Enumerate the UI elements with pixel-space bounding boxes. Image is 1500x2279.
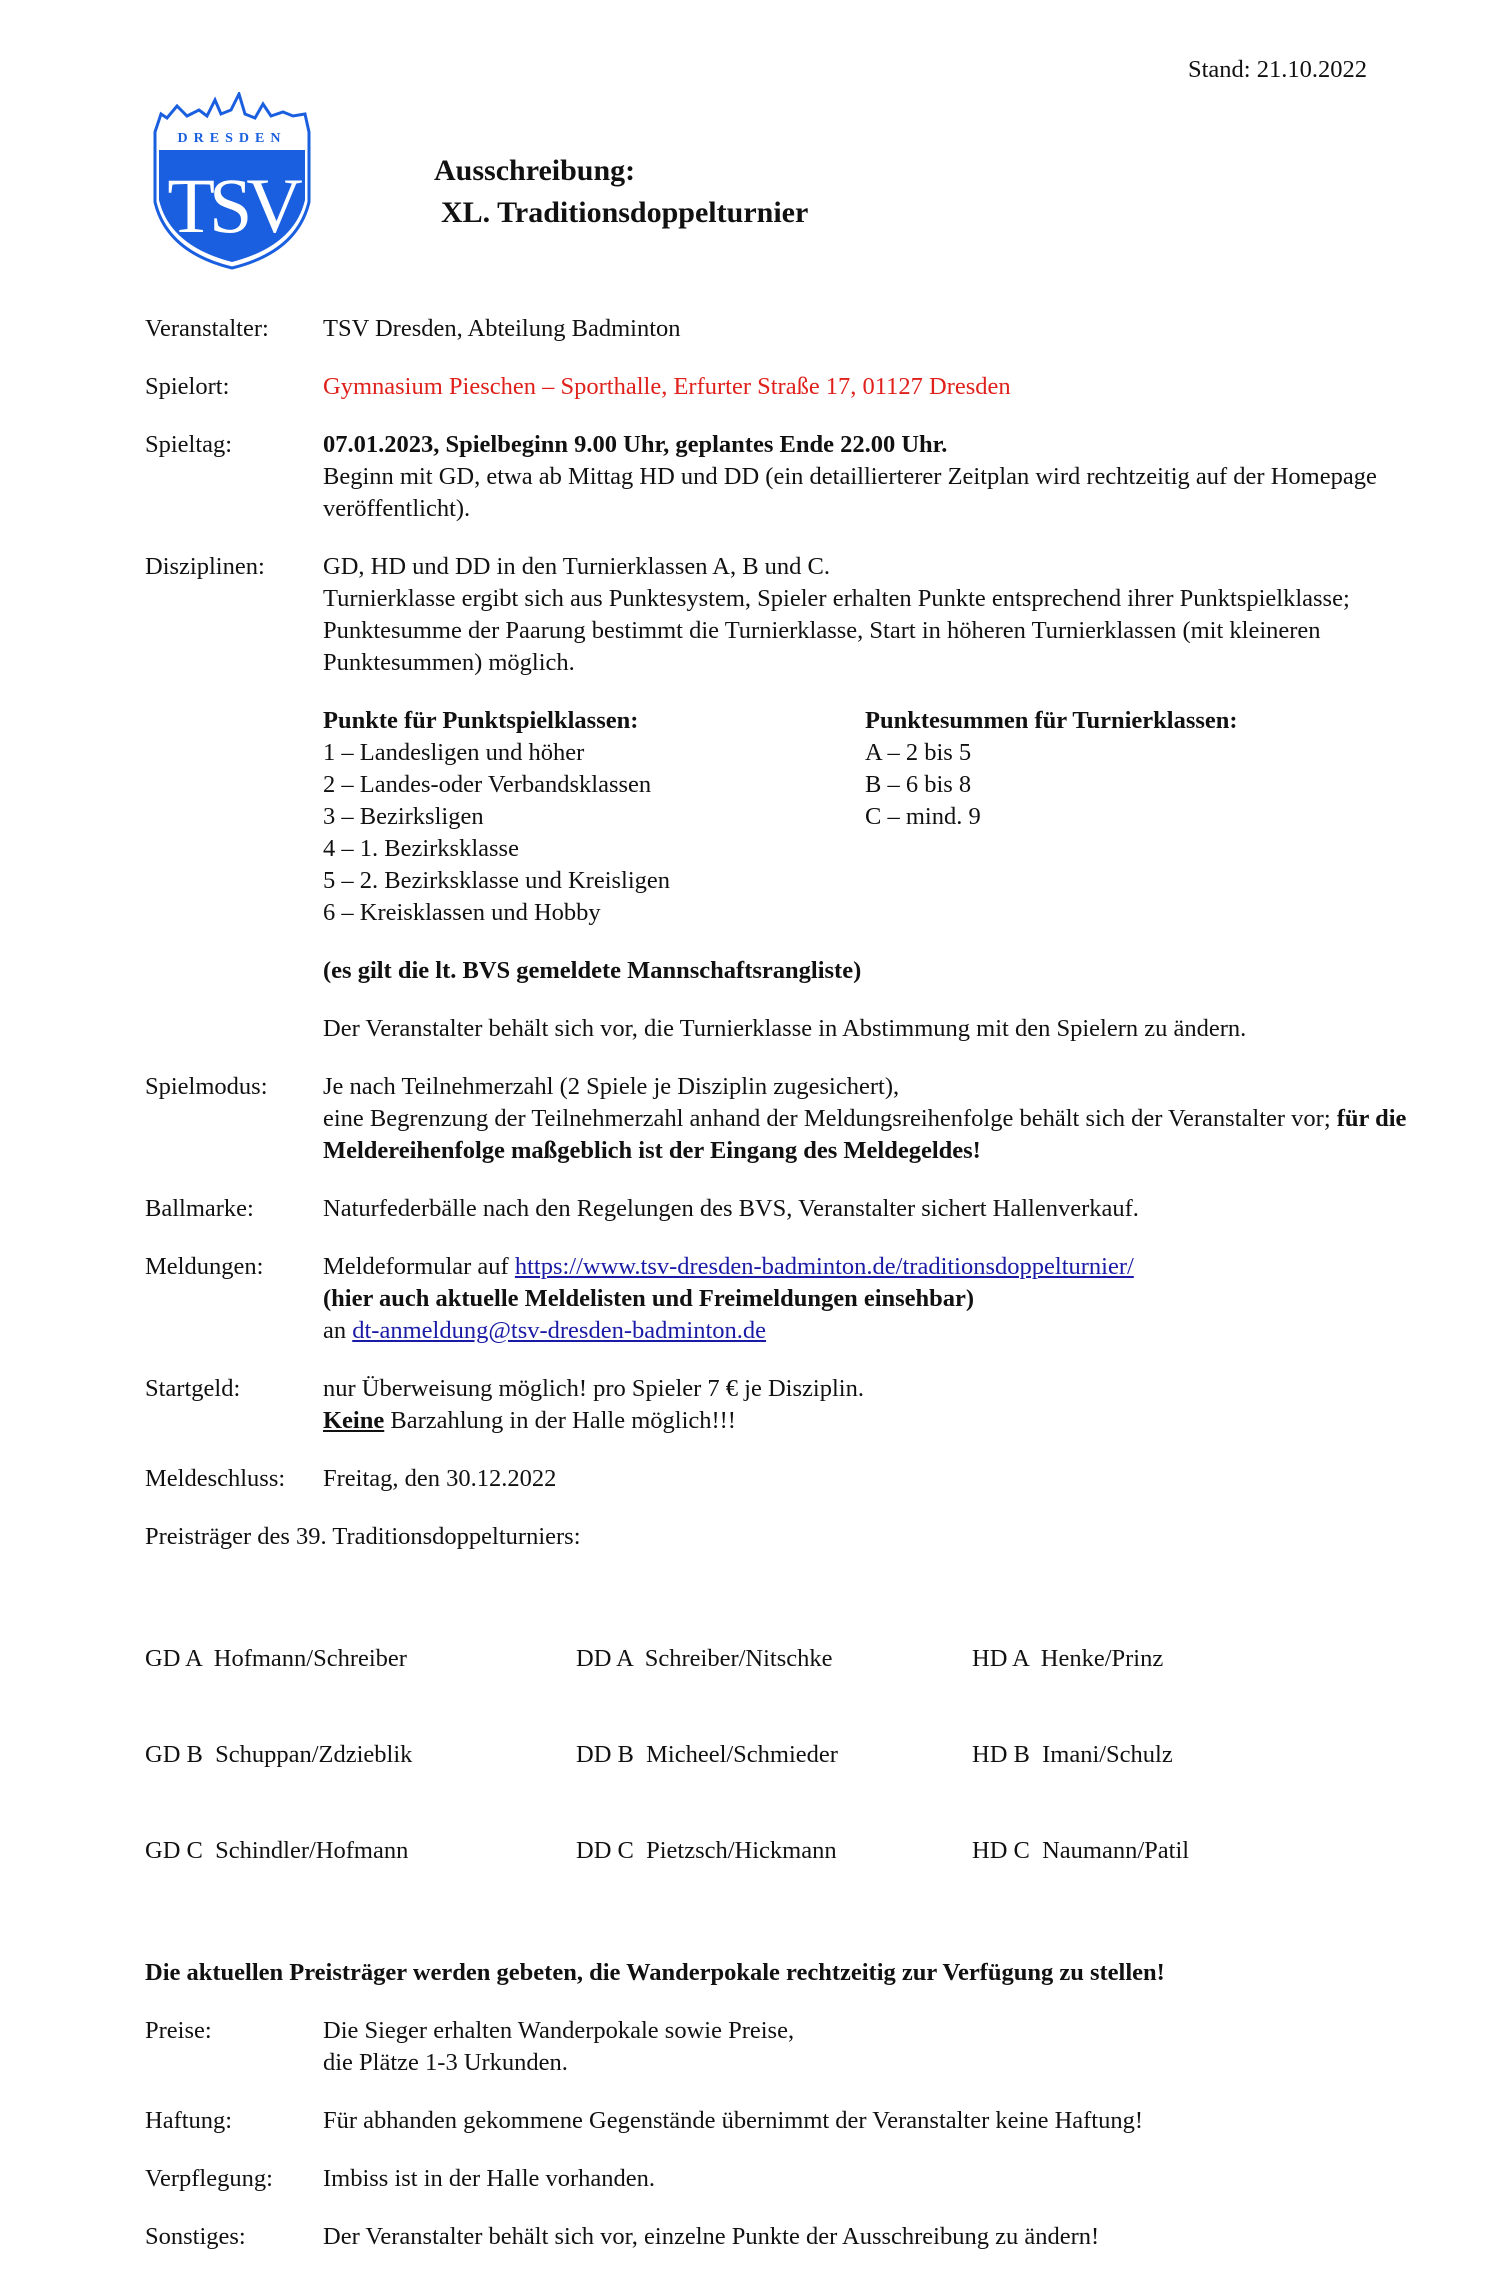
disziplinen-value (323, 551, 1413, 679)
preise-line2: die Plätze 1-3 Urkunden. (323, 2049, 568, 2076)
registration-email-link[interactable]: dt-anmeldung@tsv-dresden-badminton.de (352, 1317, 767, 1344)
spielmodus-bold: für die Meldereihenfolge maßgeblich ist der Eingang des Meldegeldes! (323, 1105, 1407, 1164)
sonstiges-row (145, 2221, 1435, 2253)
punkte-item: 3 – Bezirksligen (323, 803, 484, 830)
ballmarke-label: Ballmarke: (145, 1195, 254, 1222)
haftung-value: Für abhanden gekommene Gegenstände übernimmt der Veranstalter keine Haftung! (323, 2107, 1144, 2134)
disziplinen-text: Turnierklasse ergibt sich aus Punktesystem, Spieler erhalten Punkte entsprechend ihrer Punktspielklasse; Punktesumme der Paarung bestimmt die Turnierklasse, Start in höheren Turnierklassen (mit kleineren Punktesummen) möglich. (323, 585, 1350, 676)
spielort-row (145, 371, 1435, 403)
winner-entry: GD A Hofmann/Schreiber (145, 1645, 407, 1672)
winner-entry: HD C Naumann/Patil (972, 1837, 1190, 1864)
meldungen-row (145, 1251, 1435, 1347)
preise-row (145, 2015, 1435, 2079)
spielmodus-line1: Je nach Teilnehmerzahl (2 Spiele je Disziplin zugesichert), (323, 1073, 900, 1100)
verpflegung-row (145, 2163, 1435, 2195)
spielort-label: Spielort: (145, 373, 230, 400)
sonstiges-label: Sonstiges: (145, 2223, 246, 2250)
winner-entry: DD C Pietzsch/Hickmann (576, 1837, 837, 1864)
preistraeger-dd (576, 1579, 972, 1931)
sonstiges-value: Der Veranstalter behält sich vor, einzelne Punkte der Ausschreibung zu ändern! (323, 2223, 1100, 2250)
punkte-item: 6 – Kreisklassen und Hobby (323, 899, 601, 926)
spieltag-value (323, 429, 1413, 525)
ballmarke-row (145, 1193, 1435, 1225)
verpflegung-label: Verpflegung: (145, 2165, 273, 2192)
spieltag-label: Spieltag: (145, 431, 233, 458)
preistraeger-grid (145, 1579, 1435, 1931)
spieltag-date: 07.01.2023 (323, 431, 434, 458)
startgeld-line1: nur Überweisung möglich! pro Spieler 7 € je Disziplin. (323, 1375, 864, 1402)
veranstalter-row (145, 313, 1435, 345)
spielmodus-value (323, 1071, 1413, 1167)
haftung-row (145, 2105, 1435, 2137)
punkte-header: Punkte für Punktspielklassen: (323, 707, 639, 734)
spieltag-text: Beginn mit GD, etwa ab Mittag HD und DD (ein detaillierterer Zeitplan wird rechtzeitig auf der Homepage veröffentlicht). (323, 463, 1377, 522)
winner-entry: HD B Imani/Schulz (972, 1741, 1173, 1768)
preise-label: Preise: (145, 2017, 212, 2044)
document-body (145, 313, 1435, 2279)
preistraeger-hd (972, 1579, 1189, 1931)
veranstalter-value: TSV Dresden, Abteilung Badminton (323, 315, 681, 342)
startgeld-value (323, 1373, 1413, 1437)
disziplinen-label: Disziplinen: (145, 553, 265, 580)
meldeschluss-row (145, 1463, 1435, 1495)
ballmarke-value: Naturfederbälle nach den Regelungen des BVS, Veranstalter sichert Hallenverkauf. (323, 1195, 1139, 1222)
winner-entry: DD A Schreiber/Nitschke (576, 1645, 833, 1672)
punkte-list (323, 705, 865, 929)
vorbehalt-note: Der Veranstalter behält sich vor, die Turnierklasse in Abstimmung mit den Spielern zu ändern. (323, 1015, 1247, 1042)
rangliste-note: (es gilt die lt. BVS gemeldete Mannschaftsrangliste) (323, 957, 862, 984)
winner-entry: DD B Micheel/Schmieder (576, 1741, 838, 1768)
summen-item: A – 2 bis 5 (865, 739, 972, 766)
spielmodus-row (145, 1071, 1435, 1167)
spieltag-row (145, 429, 1435, 525)
verpflegung-value: Imbiss ist in der Halle vorhanden. (323, 2165, 656, 2192)
spielort-value: Gymnasium Pieschen – Sporthalle, Erfurter Straße 17, 01127 Dresden (323, 373, 1011, 400)
winner-entry: HD A Henke/Prinz (972, 1645, 1164, 1672)
meldeschluss-value: Freitag, den 30.12.2022 (323, 1465, 557, 1492)
summen-item: B – 6 bis 8 (865, 771, 972, 798)
preistraeger-gd (145, 1579, 576, 1931)
summen-list (865, 705, 1238, 929)
wanderpokale-note: Die aktuellen Preisträger werden gebeten, die Wanderpokale rechtzeitig zur Verfügung zu stellen! (145, 1959, 1165, 1986)
punkte-item: 5 – 2. Bezirksklasse und Kreisligen (323, 867, 671, 894)
haftung-label: Haftung: (145, 2107, 233, 2134)
summen-item: C – mind. 9 (865, 803, 981, 830)
disziplinen-row (145, 551, 1435, 679)
preise-line1: Die Sieger erhalten Wanderpokale sowie Preise, (323, 2017, 795, 2044)
disziplinen-line1: GD, HD und DD in den Turnierklassen A, B und C. (323, 553, 831, 580)
registration-link[interactable]: https://www.tsv-dresden-badminton.de/traditionsdoppelturnier/ (514, 1253, 1134, 1280)
veranstalter-label: Veranstalter: (145, 315, 269, 342)
meldungen-label: Meldungen: (145, 1253, 264, 1280)
startgeld-row (145, 1373, 1435, 1437)
winner-entry: GD C Schindler/Hofmann (145, 1837, 409, 1864)
meldungen-an: an (323, 1317, 353, 1344)
spielmodus-label: Spielmodus: (145, 1073, 268, 1100)
summen-header: Punktesummen für Turnierklassen: (865, 707, 1238, 734)
meldungen-note: (hier auch aktuelle Meldelisten und Freimeldungen einsehbar) (323, 1285, 975, 1312)
svg-text:TSV: TSV (167, 162, 297, 249)
title-line1: Ausschreibung: (434, 154, 636, 187)
meldeschluss-label: Meldeschluss: (145, 1465, 286, 1492)
startgeld-label: Startgeld: (145, 1375, 241, 1402)
meldungen-value (323, 1251, 1413, 1347)
punkte-tables (323, 705, 1413, 929)
meldungen-prefix: Meldeformular auf (323, 1253, 515, 1280)
spieltag-times: , Spielbeginn 9.00 Uhr, geplantes Ende 22.00 Uhr. (433, 431, 948, 458)
startgeld-keine: Keine (323, 1407, 385, 1434)
winner-entry: GD B Schuppan/Zdzieblik (145, 1741, 413, 1768)
stand-date: Stand: 21.10.2022 (1188, 56, 1367, 83)
spielmodus-text: eine Begrenzung der Teilnehmerzahl anhand der Meldungsreihenfolge behält sich der Veranstalter vor; (323, 1105, 1337, 1132)
svg-text:DRESDEN: DRESDEN (177, 131, 287, 146)
startgeld-line2: Barzahlung in der Halle möglich!!! (384, 1407, 736, 1434)
title-line2: XL. Traditionsdoppelturnier (441, 196, 809, 229)
punkte-item: 2 – Landes-oder Verbandsklassen (323, 771, 652, 798)
tsv-dresden-logo (147, 92, 317, 270)
preistraeger-title: Preisträger des 39. Traditionsdoppelturniers: (145, 1523, 581, 1550)
punkte-item: 4 – 1. Bezirksklasse (323, 835, 519, 862)
preise-value (323, 2015, 1413, 2079)
punkte-item: 1 – Landesligen und höher (323, 739, 585, 766)
